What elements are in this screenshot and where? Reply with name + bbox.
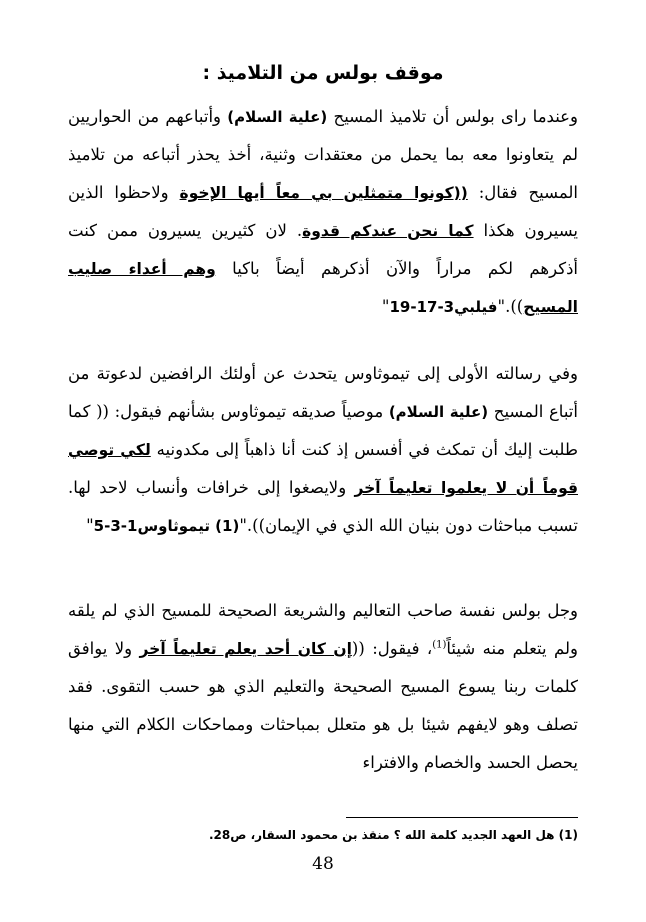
footnote-divider	[346, 817, 578, 818]
p2-text-1: وفي رسالته الأولى إلى تيموثاوس يتحدث عن أولئك الرافضين لدعوتة من أتباع المسيح	[68, 364, 578, 421]
p1-text-5: ))."	[497, 297, 524, 316]
footnote-ref: (1)	[432, 639, 447, 651]
p1-quote-2: كما نحن عندكم قدوة	[302, 222, 474, 240]
p1-text-4: . لان كثيرين يسيرون ممن كنت أذكرهم لكم مراراً والآن أذكرهم أيضاً باكيا	[68, 221, 578, 278]
page-number: 48	[312, 854, 334, 874]
p1-citation: فيلبي3-17-19	[389, 298, 498, 316]
p3-text-3: ولا يوافق كلمات ربنا يسوع المسيح الصحيحة والتعليم الذي هو حسب التقوى. فقد تصلف وهو لايفهم شيئا بل هو متعلل بمباحثات ومماحكات الكلام التي منها يحصل الحسد والخصام والافتراء	[68, 639, 578, 772]
paragraph-3	[68, 592, 616, 782]
p1-text-1: وعندما راى بولس أن تلاميذ المسيح	[327, 107, 578, 126]
section-heading: موقف بولس من التلاميذ :	[202, 62, 444, 84]
p2-bold-1: (علية السلام)	[388, 403, 489, 421]
paragraph-1	[68, 98, 616, 326]
p1-quote-3: وهم أعداء صليب المسيح	[68, 260, 578, 316]
p3-text-1: وجل بولس نفسة صاحب التعاليم والشريعة الصحيحة للمسيح الذي لم يلقه ولم يتعلم منه شيئاً	[68, 601, 578, 658]
paragraph-2	[68, 355, 616, 545]
p3-quote-1: إن كان أحد يعلم تعليماً آخر	[139, 640, 352, 658]
p2-quote-1: لكي توصي قوماً أن لا يعلموا تعليماً آخر	[68, 441, 578, 497]
p1-quote-1: ((كونوا متمثلين بي معاً أيها الإخوة	[179, 184, 468, 202]
p1-text-6: "	[381, 297, 390, 316]
p2-text-2: موصياً صديقه تيموثاوس بشأنهم فيقول: (( كما طلبت إليك أن تمكث في أفسس إذ كنت أنا ذاهباً إلى مكدونيه	[68, 402, 578, 459]
footnote: (1) هل العهد الجديد كلمة الله ؟ منقذ بن محمود السقار، ص28.	[208, 828, 578, 842]
p1-text-2: وأتباعهم من الحواريين لم يتعاونوا معه بما يحمل من معتقدات وثنية، أخذ يحذر أتباعه من تلاميذ المسيح فقال:	[68, 107, 578, 202]
p1-text-3: ولاحظوا الذين يسيرون هكذا	[68, 183, 579, 240]
p3-text-2: ، فيقول: ((	[351, 639, 433, 658]
p2-text-4: "	[86, 516, 94, 535]
p2-text-3: ولايصغوا إلى خرافات وأنساب لاحد لها. تسبب مباحثات دون بنيان الله الذي في الإيمان))."	[68, 478, 578, 535]
p2-citation: (1) تيموثاوس1-3-5	[93, 517, 240, 535]
p1-bold-1: (علية السلام)	[227, 108, 328, 126]
